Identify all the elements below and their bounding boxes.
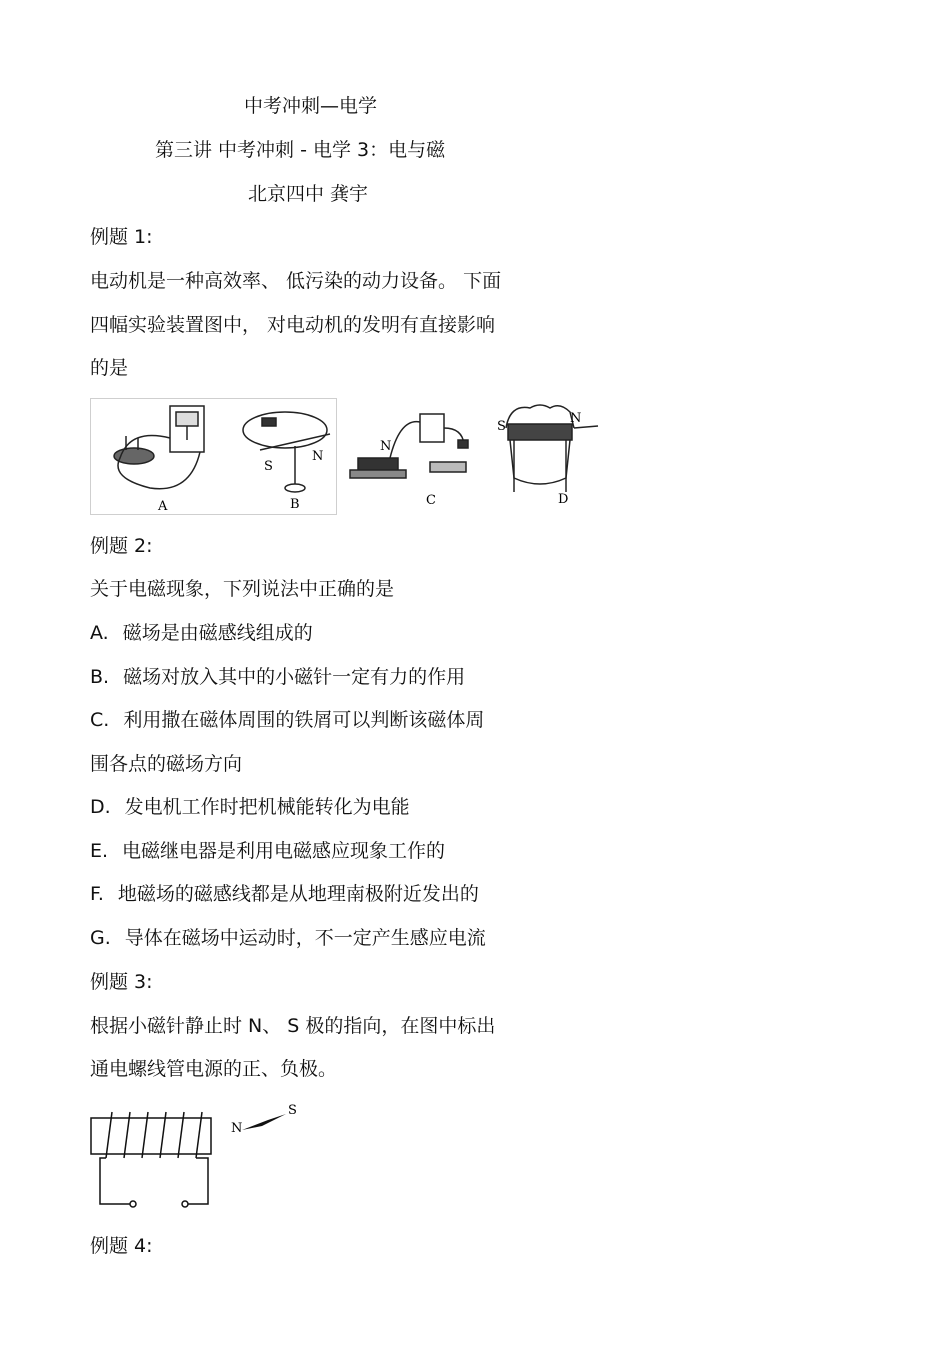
figure-label-a: A [158, 499, 168, 514]
pole-label-s: S [497, 419, 506, 434]
terminal-right [182, 1201, 188, 1207]
option-key: E. [90, 840, 109, 862]
option-key: G. [90, 927, 111, 949]
option-key: D. [90, 796, 111, 818]
example-1-text-line: 电动机是一种高效率、 低污染的动力设备。 下面 [90, 270, 502, 292]
pole-label-n: N [380, 439, 392, 454]
example-3-text-line: 通电螺线管电源的正、负极。 [90, 1058, 338, 1080]
lecture-subtitle: 第三讲 中考冲刺 - 电学 3：电与磁 [155, 139, 446, 161]
option-item [90, 708, 484, 732]
option-text: 磁场对放入其中的小磁针一定有力的作用 [123, 666, 466, 688]
option-key: B. [90, 666, 110, 688]
example-3-text-line: 根据小磁针静止时 N、 S 极的指向，在图中标出 [90, 1015, 496, 1037]
example-1-text-line: 四幅实验装置图中， 对电动机的发明有直接影响 [90, 314, 496, 336]
option-key: A. [90, 622, 109, 644]
option-key: F. [90, 883, 104, 905]
pole-label-n: N [312, 449, 324, 464]
example-3-label: 例题 3: [90, 971, 153, 993]
option-item [90, 839, 445, 863]
example-4-label: 例题 4: [90, 1235, 153, 1257]
option-item [90, 795, 410, 819]
compass-needle [242, 1114, 286, 1130]
option-text: 电磁继电器是利用电磁感应现象工作的 [122, 840, 446, 862]
example-2-label: 例题 2: [90, 535, 153, 557]
option-text: 磁场是由磁感线组成的 [122, 622, 313, 644]
option-item [90, 665, 465, 689]
option-text: 发电机工作时把机械能转化为电能 [124, 796, 410, 818]
pole-label-s: S [264, 459, 273, 474]
example-2-question: 关于电磁现象，下列说法中正确的是 [90, 578, 395, 600]
experiment-apparatus-figure [90, 398, 605, 516]
right-lead-wire [188, 1158, 208, 1204]
pole-label-n: N [570, 411, 582, 426]
apparatus-d-right-hand-rule [506, 405, 598, 492]
option-text: 围各点的磁场方向 [90, 753, 243, 775]
needle-pole-n: N [231, 1121, 243, 1136]
author-line: 北京四中 龚宇 [248, 183, 369, 205]
option-item [90, 926, 486, 950]
option-text: 地磁场的磁感线都是从地理南极附近发出的 [117, 883, 479, 905]
option-key: C. [90, 709, 110, 731]
figure-label-b: B [290, 497, 300, 512]
figure-label-c: C [426, 493, 436, 508]
figure-label-d: D [558, 492, 569, 507]
example-1-label: 例题 1: [90, 226, 153, 248]
apparatus-a-galvanometer [114, 406, 204, 489]
option-continuation [90, 752, 242, 776]
needle-pole-s: S [288, 1103, 297, 1118]
solenoid-figure [90, 1102, 305, 1214]
option-text: 利用撒在磁体周围的铁屑可以判断该磁体周 [123, 709, 485, 731]
option-text: 导体在磁场中运动时，不一定产生感应电流 [124, 927, 486, 949]
page-title: 中考冲刺—电学 [244, 95, 378, 117]
left-lead-wire [100, 1158, 130, 1204]
apparatus-c-induction [350, 414, 468, 478]
option-item [90, 621, 313, 645]
example-1-text-line: 的是 [90, 357, 129, 379]
option-item [90, 882, 479, 906]
terminal-left [130, 1201, 136, 1207]
